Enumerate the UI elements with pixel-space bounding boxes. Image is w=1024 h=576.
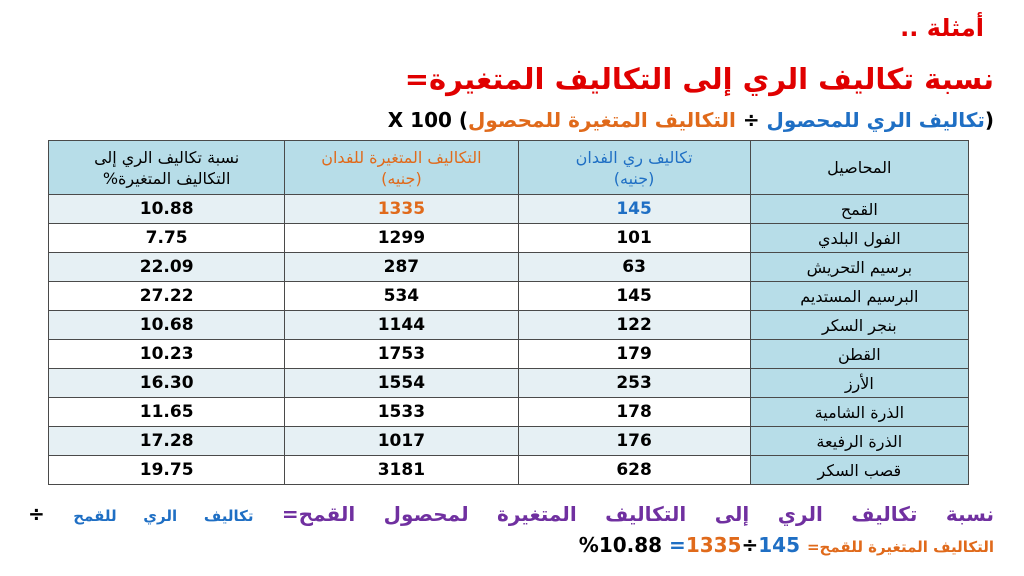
formula-open-paren: ( (984, 108, 994, 132)
table-row (49, 311, 969, 340)
ratio-cell: 22.09 (49, 253, 285, 282)
irrigation-cell: 178 (518, 398, 750, 427)
irrigation-cell: 63 (518, 253, 750, 282)
variable-cell: 1017 (285, 427, 518, 456)
variable-cell: 3181 (285, 456, 518, 485)
example-equals: = (669, 533, 686, 557)
example-line-1 (28, 500, 994, 530)
crop-cell: الأرز (750, 369, 968, 398)
ratio-cell: 11.65 (49, 398, 285, 427)
header-crops: المحاصيل (750, 141, 968, 195)
ratio-cell: 7.75 (49, 224, 285, 253)
crop-cell: القطن (750, 340, 968, 369)
ratio-cell: 27.22 (49, 282, 285, 311)
example-ratio-text: نسبة تكاليف الري إلى التكاليف المتغيرة لمحصول القمح= (281, 502, 995, 526)
table-row (49, 427, 969, 456)
costs-table-container (48, 140, 969, 485)
table-row (49, 224, 969, 253)
crop-cell: قصب السكر (750, 456, 968, 485)
example-irrigation-value: 145 (758, 533, 800, 557)
slide-heading: أمثلة .. (900, 14, 984, 42)
variable-cell: 1753 (285, 340, 518, 369)
crop-cell: البرسيم المستديم (750, 282, 968, 311)
irrigation-cell: 628 (518, 456, 750, 485)
ratio-cell: 17.28 (49, 427, 285, 456)
variable-cell: 1554 (285, 369, 518, 398)
costs-table (48, 140, 969, 485)
example-irrigation-text: تكاليف الري للقمح (73, 507, 254, 525)
irrigation-cell: 253 (518, 369, 750, 398)
table-row (49, 195, 969, 224)
example-result: 10.88% (578, 533, 663, 557)
irrigation-cell: 101 (518, 224, 750, 253)
crop-cell: الذرة الرفيعة (750, 427, 968, 456)
table-row (49, 456, 969, 485)
example-divide-sign-2: ÷ (741, 533, 759, 557)
table-row (49, 398, 969, 427)
worked-example (28, 500, 994, 562)
table-row (49, 369, 969, 398)
variable-cell: 1533 (285, 398, 518, 427)
header-irrigation-cost: تكاليف ري الفدان (جنيه) (518, 141, 750, 195)
ratio-cell: 16.30 (49, 369, 285, 398)
formula-multiplier: ) X 100 (387, 108, 469, 132)
table-row (49, 282, 969, 311)
crop-cell: بنجر السكر (750, 311, 968, 340)
ratio-cell: 10.68 (49, 311, 285, 340)
header-variable-cost: التكاليف المتغيرة للفدان (جنيه) (285, 141, 518, 195)
crop-cell: القمح (750, 195, 968, 224)
irrigation-cell: 176 (518, 427, 750, 456)
irrigation-cell: 145 (518, 195, 750, 224)
slide-title: نسبة تكاليف الري إلى التكاليف المتغيرة= (404, 62, 994, 96)
example-divide-sign: ÷ (28, 502, 45, 526)
variable-cell: 1299 (285, 224, 518, 253)
variable-cell: 1335 (285, 195, 518, 224)
formula-divide-sign: ÷ (735, 108, 767, 132)
crop-cell: برسيم التحريش (750, 253, 968, 282)
irrigation-cell: 122 (518, 311, 750, 340)
irrigation-cell: 179 (518, 340, 750, 369)
example-variable-value: 1335 (685, 533, 742, 557)
variable-cell: 1144 (285, 311, 518, 340)
irrigation-cell: 145 (518, 282, 750, 311)
ratio-cell: 10.88 (49, 195, 285, 224)
ratio-cell: 10.23 (49, 340, 285, 369)
crop-cell: الفول البلدي (750, 224, 968, 253)
example-line-2 (28, 530, 994, 562)
header-ratio: نسبة تكاليف الري إلى التكاليف المتغيرة% (49, 141, 285, 195)
table-row (49, 253, 969, 282)
crop-cell: الذرة الشامية (750, 398, 968, 427)
variable-cell: 534 (285, 282, 518, 311)
example-variable-text: التكاليف المتغيرة للقمح= (806, 538, 994, 556)
table-header-row (49, 141, 969, 195)
variable-cell: 287 (285, 253, 518, 282)
formula-variable-term: التكاليف المتغيرة للمحصول (468, 108, 736, 132)
ratio-cell: 19.75 (49, 456, 285, 485)
formula-line (388, 108, 994, 132)
table-row (49, 340, 969, 369)
formula-irrigation-term: تكاليف الري للمحصول (766, 108, 985, 132)
